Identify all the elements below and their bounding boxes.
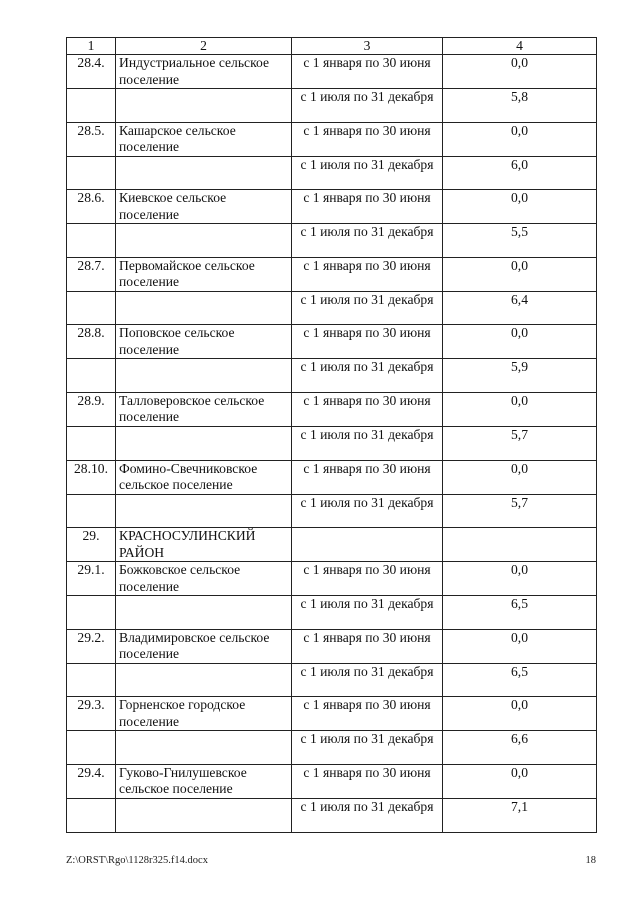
period-cell: с 1 января по 30 июня [292,325,443,359]
row-number-cell [67,291,116,325]
settlement-name-cell [116,224,292,258]
settlement-name-cell [116,426,292,460]
period-cell: с 1 июля по 31 декабря [292,224,443,258]
row-number-cell: 28.9. [67,392,116,426]
period-cell: с 1 июля по 31 декабря [292,359,443,393]
row-number-cell: 28.7. [67,257,116,291]
table-row [67,257,597,291]
table-row [67,224,597,258]
row-number-cell [67,359,116,393]
footer-file-path: Z:\ORST\Rgo\1128r325.f14.docx [66,855,208,866]
row-number-cell: 28.4. [67,55,116,89]
period-cell [292,528,443,562]
table-row [67,460,597,494]
footer-page-number: 18 [585,855,596,866]
value-cell: 0,0 [443,629,597,663]
value-cell: 6,6 [443,731,597,765]
value-cell: 6,5 [443,663,597,697]
period-cell: с 1 января по 30 июня [292,764,443,798]
settlement-name-cell [116,291,292,325]
table-row [67,596,597,630]
table-row [67,629,597,663]
settlement-name-cell [116,798,292,832]
value-cell: 6,4 [443,291,597,325]
period-cell: с 1 января по 30 июня [292,55,443,89]
value-cell: 5,5 [443,224,597,258]
table-row [67,89,597,123]
value-cell: 0,0 [443,460,597,494]
row-number-cell [67,731,116,765]
column-header-4: 4 [443,38,597,55]
row-number-cell [67,596,116,630]
value-cell: 5,8 [443,89,597,123]
row-number-cell [67,798,116,832]
period-cell: с 1 июля по 31 декабря [292,426,443,460]
settlement-name-cell: Фомино-Свечниковское сельское поселение [116,460,292,494]
value-cell: 6,0 [443,156,597,190]
settlement-name-cell [116,359,292,393]
settlement-name-cell: Первомайское сельское поселение [116,257,292,291]
table-row [67,156,597,190]
row-number-cell: 29.3. [67,697,116,731]
column-header-3: 3 [292,38,443,55]
value-cell: 0,0 [443,190,597,224]
period-cell: с 1 июля по 31 декабря [292,731,443,765]
period-cell: с 1 июля по 31 декабря [292,156,443,190]
value-cell: 0,0 [443,257,597,291]
table-row [67,528,597,562]
table-header-row [67,38,597,55]
value-cell: 0,0 [443,55,597,89]
settlement-name-cell: Гуково-Гнилушевское сельское поселение [116,764,292,798]
settlement-name-cell: Кашарское сельское поселение [116,122,292,156]
settlement-name-cell [116,596,292,630]
settlement-name-cell: Талловеровское сельское поселение [116,392,292,426]
column-header-2: 2 [116,38,292,55]
value-cell: 0,0 [443,562,597,596]
table-row [67,798,597,832]
table-row [67,697,597,731]
row-number-cell: 29.4. [67,764,116,798]
table-body [67,55,597,833]
table-row [67,494,597,528]
value-cell: 0,0 [443,697,597,731]
period-cell: с 1 января по 30 июня [292,562,443,596]
row-number-cell: 29.2. [67,629,116,663]
value-cell: 7,1 [443,798,597,832]
period-cell: с 1 января по 30 июня [292,392,443,426]
period-cell: с 1 июля по 31 декабря [292,89,443,123]
value-cell: 5,9 [443,359,597,393]
table-row [67,764,597,798]
table-row [67,562,597,596]
value-cell: 0,0 [443,122,597,156]
table-row [67,731,597,765]
row-number-cell [67,426,116,460]
row-number-cell: 29.1. [67,562,116,596]
row-number-cell: 28.10. [67,460,116,494]
period-cell: с 1 января по 30 июня [292,257,443,291]
period-cell: с 1 июля по 31 декабря [292,798,443,832]
period-cell: с 1 января по 30 июня [292,460,443,494]
row-number-cell: 28.5. [67,122,116,156]
table-row [67,291,597,325]
column-header-1: 1 [67,38,116,55]
period-cell: с 1 июля по 31 декабря [292,291,443,325]
period-cell: с 1 января по 30 июня [292,697,443,731]
settlement-name-cell: КРАСНОСУЛИНСКИЙ РАЙОН [116,528,292,562]
period-cell: с 1 января по 30 июня [292,629,443,663]
table-row [67,325,597,359]
table-row [67,426,597,460]
table-row [67,55,597,89]
settlement-name-cell: Владимировское сельское поселение [116,629,292,663]
row-number-cell [67,156,116,190]
settlement-name-cell [116,156,292,190]
table-row [67,663,597,697]
table-row [67,359,597,393]
value-cell: 0,0 [443,325,597,359]
period-cell: с 1 января по 30 июня [292,122,443,156]
period-cell: с 1 января по 30 июня [292,190,443,224]
settlement-name-cell [116,731,292,765]
value-cell: 0,0 [443,764,597,798]
table-row [67,122,597,156]
row-number-cell: 28.8. [67,325,116,359]
settlement-name-cell: Божковское сельское поселение [116,562,292,596]
settlement-name-cell [116,663,292,697]
row-number-cell: 29. [67,528,116,562]
settlement-name-cell [116,494,292,528]
value-cell: 5,7 [443,426,597,460]
period-cell: с 1 июля по 31 декабря [292,494,443,528]
value-cell: 6,5 [443,596,597,630]
row-number-cell: 28.6. [67,190,116,224]
period-cell: с 1 июля по 31 декабря [292,663,443,697]
settlement-name-cell: Поповское сельское поселение [116,325,292,359]
settlement-name-cell: Горненское городское поселение [116,697,292,731]
row-number-cell [67,494,116,528]
table-row [67,392,597,426]
row-number-cell [67,224,116,258]
row-number-cell [67,663,116,697]
table-row [67,190,597,224]
value-cell: 5,7 [443,494,597,528]
tariff-table [66,37,597,833]
row-number-cell [67,89,116,123]
value-cell [443,528,597,562]
value-cell: 0,0 [443,392,597,426]
settlement-name-cell: Индустриальное сельское поселение [116,55,292,89]
settlement-name-cell: Киевское сельское поселение [116,190,292,224]
period-cell: с 1 июля по 31 декабря [292,596,443,630]
settlement-name-cell [116,89,292,123]
